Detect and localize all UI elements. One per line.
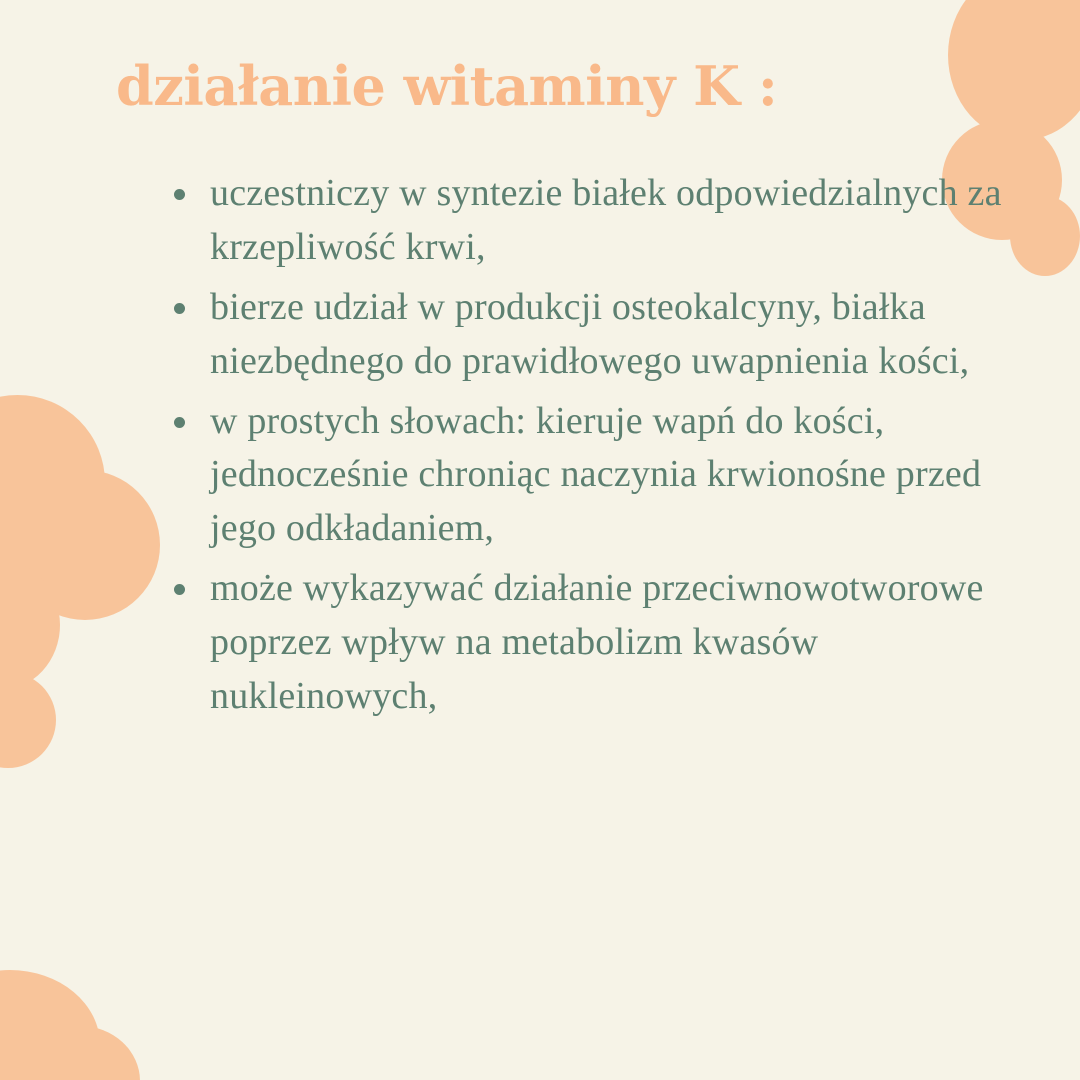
page-title: działanie witaminy K : xyxy=(116,54,778,118)
list-item xyxy=(174,395,1006,557)
list-item-text: może wykazywać działanie przeciwnowotworowe poprzez wpływ na metabolizm kwasów nukleinowych, xyxy=(210,567,984,718)
list-item-text: w prostych słowach: kieruje wapń do kości, jednocześnie chroniąc naczynia krwionośne przed jego odkładaniem, xyxy=(210,399,982,550)
bullet-dot-icon xyxy=(174,584,185,595)
bullet-dot-icon xyxy=(174,189,185,200)
bullet-dot-icon xyxy=(174,303,185,314)
benefits-list xyxy=(64,167,1016,725)
list-item xyxy=(174,281,1006,389)
list-item xyxy=(174,167,1006,275)
bullet-dot-icon xyxy=(174,417,185,428)
list-item xyxy=(174,562,1006,724)
list-item-text: uczestniczy w syntezie białek odpowiedzialnych za krzepliwość krwi, xyxy=(210,171,1002,268)
list-item-text: bierze udział w produkcji osteokalcyny, białka niezbędnego do prawidłowego uwapnienia kości, xyxy=(210,285,970,382)
